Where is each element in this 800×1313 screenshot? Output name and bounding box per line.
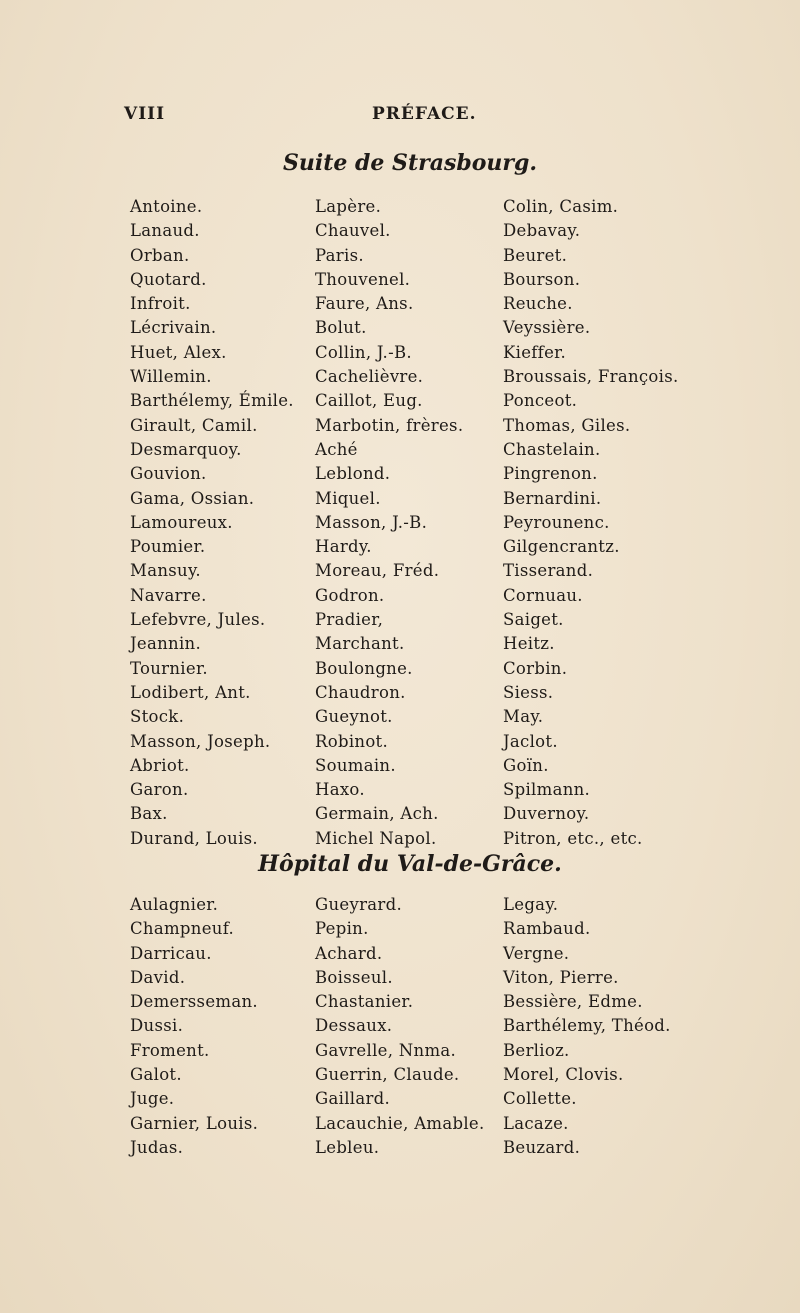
name-entry: Lamoureux.: [130, 512, 233, 532]
name-column-1: [130, 893, 258, 1160]
name-entry: Peyrounenc.: [503, 512, 610, 532]
name-entry: Willemin.: [130, 367, 212, 387]
name-entry: Saiget.: [503, 610, 564, 630]
name-column-2: [315, 195, 463, 851]
name-entry: Abriot.: [130, 755, 190, 775]
name-entry: Jeannin.: [130, 634, 202, 654]
name-entry: Pepin.: [315, 919, 369, 939]
name-entry: Infroit.: [130, 294, 191, 314]
name-entry: Robinot.: [315, 731, 389, 751]
name-entry: Soumain.: [315, 755, 396, 775]
name-entry: Barthélemy, Théod.: [503, 1016, 671, 1036]
name-entry: Thomas, Giles.: [503, 415, 631, 435]
name-entry: Lapère.: [315, 197, 382, 216]
name-entry: David.: [130, 967, 186, 987]
name-entry: Michel Napol.: [315, 828, 437, 848]
name-entry: Aché: [315, 439, 358, 459]
name-entry: Lodibert, Ant.: [130, 682, 251, 702]
name-entry: Lebleu.: [315, 1137, 380, 1157]
name-entry: Demersseman.: [130, 992, 258, 1012]
name-entry: Marbotin, frères.: [315, 415, 464, 435]
name-entry: Bernardini.: [503, 488, 602, 508]
name-entry: Navarre.: [130, 585, 207, 605]
name-entry: Heitz.: [503, 634, 555, 654]
name-column-2: [315, 893, 485, 1160]
section-title-val-de-grace: Hôpital du Val-de-Grâce.: [258, 851, 562, 877]
name-entry: Beuzard.: [503, 1137, 581, 1157]
running-title: PRÉFACE.: [372, 104, 477, 124]
name-entry: Pitron, etc., etc.: [503, 828, 643, 848]
name-entry: Debavay.: [503, 221, 581, 241]
name-entry: Germain, Ach.: [315, 804, 439, 824]
name-entry: Masson, J.-B.: [315, 512, 428, 532]
name-entry: Chauvel.: [315, 221, 391, 241]
name-entry: Siess.: [503, 682, 554, 702]
name-entry: Antoine.: [130, 197, 203, 216]
name-entry: Quotard.: [130, 269, 207, 289]
name-entry: Chastelain.: [503, 439, 601, 459]
name-entry: Lacaze.: [503, 1113, 569, 1133]
name-entry: Gueynot.: [315, 707, 393, 727]
name-entry: Beuret.: [503, 245, 568, 265]
name-entry: Jaclot.: [503, 731, 558, 751]
name-entry: Mansuy.: [130, 561, 201, 581]
name-entry: Lacauchie, Amable.: [315, 1113, 485, 1133]
name-column-3: [503, 195, 679, 851]
name-entry: Girault, Camil.: [130, 415, 258, 435]
section-title-strasbourg: Suite de Strasbourg.: [282, 150, 538, 176]
name-entry: Lanaud.: [130, 221, 200, 241]
name-entry: Desmarquoy.: [130, 439, 242, 459]
name-entry: Broussais, François.: [503, 367, 679, 387]
name-column-1: [130, 195, 294, 851]
name-entry: Reuche.: [503, 294, 573, 314]
name-entry: Pingrenon.: [503, 464, 598, 484]
name-entry: Gama, Ossian.: [130, 488, 255, 508]
name-entry: Masson, Joseph.: [130, 731, 271, 751]
name-entry: Gueyrard.: [315, 895, 403, 914]
name-entry: Paris.: [315, 245, 364, 265]
name-entry: Chaudron.: [315, 682, 406, 702]
name-entry: Kieffer.: [503, 342, 567, 362]
name-entry: Judas.: [130, 1137, 184, 1157]
name-entry: Juge.: [130, 1089, 175, 1109]
name-entry: Faure, Ans.: [315, 294, 414, 314]
name-entry: Bax.: [130, 804, 168, 824]
name-entry: Cachelièvre.: [315, 367, 424, 387]
name-entry: Stock.: [130, 707, 185, 727]
name-entry: Leblond.: [315, 464, 391, 484]
name-entry: Gavrelle, Nnma.: [315, 1040, 457, 1060]
name-entry: Thouvenel.: [315, 269, 411, 289]
name-entry: Cornuau.: [503, 585, 583, 605]
name-entry: Pradier,: [315, 610, 384, 630]
name-entry: Lécrivain.: [130, 318, 217, 338]
name-entry: Champneuf.: [130, 919, 235, 939]
page-number: VIII: [124, 104, 166, 124]
name-entry: Morel, Clovis.: [503, 1065, 624, 1085]
name-entry: Tisserand.: [503, 561, 594, 581]
name-entry: Durand, Louis.: [130, 828, 258, 848]
name-entry: Gouvion.: [130, 464, 207, 484]
name-entry: Darricau.: [130, 943, 212, 963]
name-entry: Bourson.: [503, 269, 581, 289]
name-entry: Galot.: [130, 1065, 182, 1085]
name-entry: Goïn.: [503, 755, 549, 775]
name-entry: Froment.: [130, 1040, 210, 1060]
name-entry: Boisseul.: [315, 967, 393, 987]
name-entry: Miquel.: [315, 488, 381, 508]
name-entry: Caillot, Eug.: [315, 391, 423, 411]
name-entry: Duvernoy.: [503, 804, 590, 824]
name-entry: Aulagnier.: [130, 895, 219, 914]
name-entry: Orban.: [130, 245, 190, 265]
name-entry: Garnier, Louis.: [130, 1113, 259, 1133]
name-entry: Moreau, Fréd.: [315, 561, 440, 581]
name-entry: Spilmann.: [503, 780, 591, 800]
name-entry: Rambaud.: [503, 919, 591, 939]
name-entry: Achard.: [315, 943, 383, 963]
name-entry: Boulongne.: [315, 658, 413, 678]
name-entry: Chastanier.: [315, 992, 414, 1012]
name-entry: Haxo.: [315, 780, 365, 800]
name-entry: Viton, Pierre.: [503, 967, 619, 987]
name-entry: Bessière, Edme.: [503, 992, 643, 1012]
name-entry: Guerrin, Claude.: [315, 1065, 460, 1085]
name-entry: Ponceot.: [503, 391, 578, 411]
name-entry: May.: [503, 707, 544, 727]
name-entry: Corbin.: [503, 658, 568, 678]
name-entry: Berlioz.: [503, 1040, 570, 1060]
name-entry: Dussi.: [130, 1016, 184, 1036]
name-entry: Godron.: [315, 585, 385, 605]
name-entry: Bolut.: [315, 318, 367, 338]
name-entry: Dessaux.: [315, 1016, 393, 1036]
name-entry: Marchant.: [315, 634, 405, 654]
name-entry: Lefebvre, Jules.: [130, 610, 266, 630]
name-entry: Gilgencrantz.: [503, 537, 620, 557]
name-entry: Tournier.: [130, 658, 208, 678]
name-entry: Collette.: [503, 1089, 577, 1109]
name-entry: Collin, J.-B.: [315, 342, 412, 362]
name-entry: Gaillard.: [315, 1089, 391, 1109]
name-entry: Legay.: [503, 895, 559, 914]
name-entry: Hardy.: [315, 537, 372, 557]
name-column-3: [503, 893, 671, 1160]
name-entry: Barthélemy, Émile.: [130, 391, 294, 411]
name-entry: Colin, Casim.: [503, 197, 619, 216]
name-entry: Veyssière.: [503, 318, 591, 338]
name-entry: Poumier.: [130, 537, 206, 557]
name-entry: Garon.: [130, 780, 189, 800]
name-entry: Huet, Alex.: [130, 342, 227, 362]
page-header: [0, 104, 800, 130]
name-entry: Vergne.: [503, 943, 570, 963]
